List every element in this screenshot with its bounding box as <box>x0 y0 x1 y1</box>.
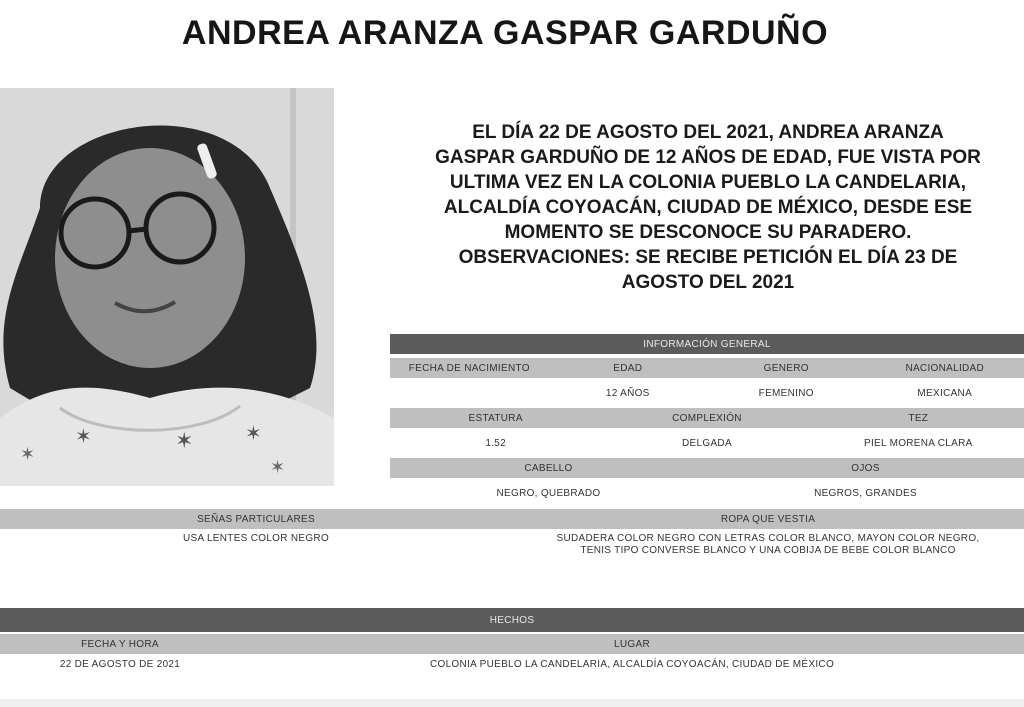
label-place: LUGAR <box>614 638 650 650</box>
value-eyes: NEGROS, GRANDES <box>814 487 917 499</box>
value-clothing <box>512 533 1024 557</box>
clothing-line: TENIS TIPO CONVERSE BLANCO Y UNA COBIJA DE BEBE COLOR BLANCO <box>580 545 956 556</box>
label-eyes: OJOS <box>851 462 880 474</box>
missing-person-photo <box>0 88 334 486</box>
label-hair: CABELLO <box>524 462 573 474</box>
svg-text:✶: ✶ <box>245 423 262 445</box>
label-build: COMPLEXIÓN <box>672 412 742 424</box>
value-height: 1.52 <box>485 437 506 449</box>
particulars-labels <box>0 509 1024 529</box>
general-info-title: INFORMACIÓN GENERAL <box>643 338 771 350</box>
value-gender: FEMENINO <box>758 387 814 399</box>
description-line: AGOSTO DEL 2021 <box>621 272 795 293</box>
label-age: EDAD <box>613 362 643 374</box>
svg-text:✶: ✶ <box>175 428 194 453</box>
physical-labels <box>390 408 1024 428</box>
description-line: ALCALDÍA COYOACÁN, CIUDAD DE MÉXICO, DESDE ESE <box>443 197 973 218</box>
value-particular-signs: USA LENTES COLOR NEGRO <box>182 533 330 544</box>
general-info-values <box>390 384 1024 402</box>
footer-divider <box>0 699 1024 707</box>
svg-text:✶: ✶ <box>270 457 286 477</box>
value-nationality: MEXICANA <box>917 387 973 399</box>
value-place: COLONIA PUEBLO LA CANDELARIA, ALCALDÍA COYOACÁN, CIUDAD DE MÉXICO <box>429 658 835 670</box>
value-build: DELGADA <box>682 437 732 449</box>
description-line: OBSERVACIONES: SE RECIBE PETICIÓN EL DÍA 23 DE <box>458 247 958 268</box>
svg-text:✶: ✶ <box>75 426 92 448</box>
label-complexion: TEZ <box>908 412 929 424</box>
hair-eyes-values <box>390 484 1024 502</box>
label-particular-signs: SEÑAS PARTICULARES <box>197 513 315 525</box>
physical-values <box>390 434 1024 452</box>
value-age: 12 AÑOS <box>605 387 650 399</box>
page-title: ANDREA ARANZA GASPAR GARDUÑO <box>181 14 829 52</box>
facts-title: HECHOS <box>489 614 535 626</box>
label-birthdate: FECHA DE NACIMIENTO <box>408 362 530 374</box>
description-line: GASPAR GARDUÑO DE 12 AÑOS DE EDAD, FUE VISTA POR <box>435 147 981 168</box>
label-clothing: ROPA QUE VESTIA <box>720 513 816 525</box>
value-date-time: 22 DE AGOSTO DE 2021 <box>59 658 181 670</box>
general-info-labels <box>390 358 1024 378</box>
facts-values <box>0 655 1024 673</box>
label-date-time: FECHA Y HORA <box>81 638 159 650</box>
facts-header <box>0 608 1024 632</box>
label-nationality: NACIONALIDAD <box>905 362 985 374</box>
clothing-line: SUDADERA COLOR NEGRO CON LETRAS COLOR BLANCO, MAYON COLOR NEGRO, <box>556 533 980 544</box>
description-line: ULTIMA VEZ EN LA COLONIA PUEBLO LA CANDELARIA, <box>449 172 967 193</box>
case-description <box>392 120 1024 295</box>
value-hair: NEGRO, QUEBRADO <box>496 487 601 499</box>
value-complexion: PIEL MORENA CLARA <box>863 437 973 449</box>
facts-labels <box>0 634 1024 654</box>
svg-text:✶: ✶ <box>20 444 36 464</box>
label-gender: GENERO <box>763 362 809 374</box>
description-line: MOMENTO SE DESCONOCE SU PARADERO. <box>504 222 912 243</box>
description-line: EL DÍA 22 DE AGOSTO DEL 2021, ANDREA ARANZA <box>472 122 944 143</box>
hair-eyes-labels <box>390 458 1024 478</box>
label-height: ESTATURA <box>468 412 523 424</box>
general-info-header <box>390 334 1024 354</box>
